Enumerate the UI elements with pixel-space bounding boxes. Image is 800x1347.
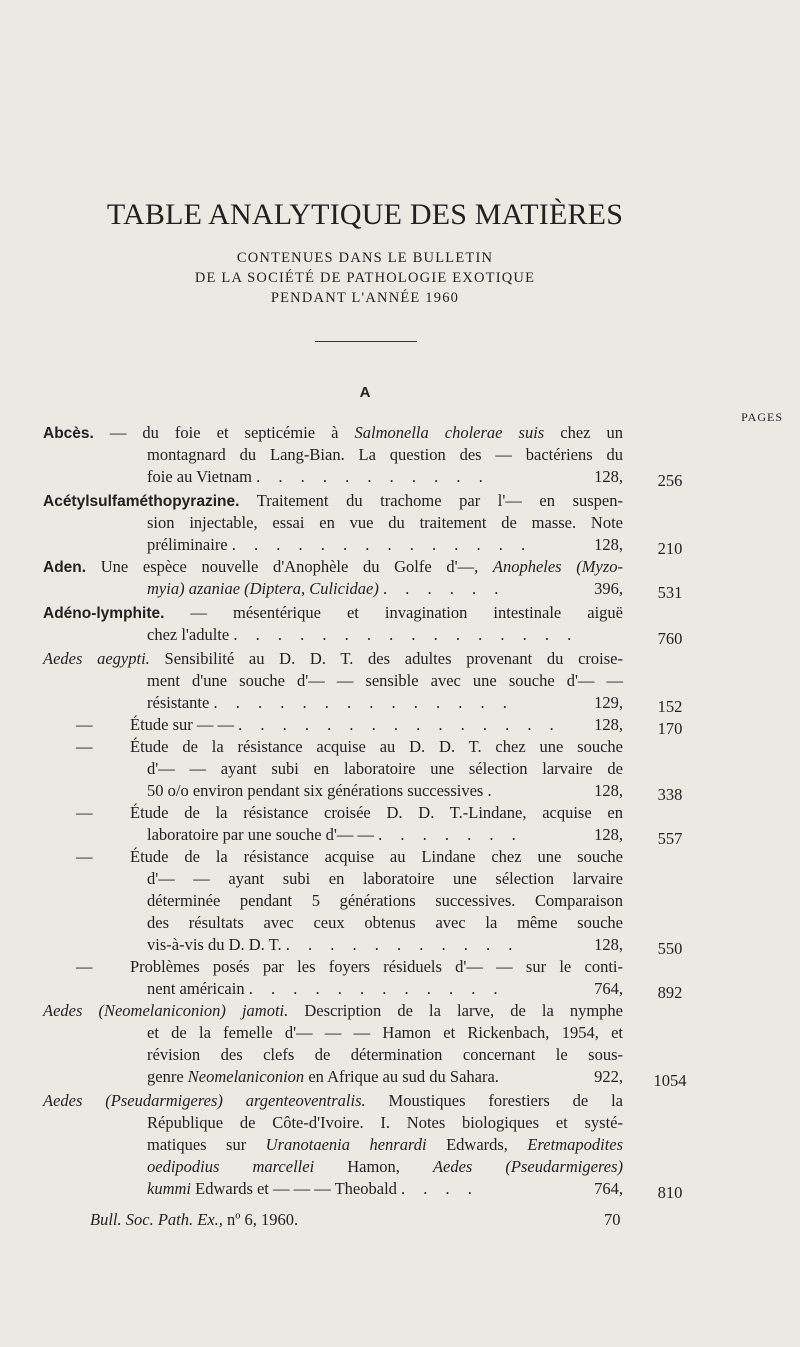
page-ref: 152: [657, 697, 683, 716]
footer-page-number: 70: [604, 1210, 621, 1229]
entry-heading: Acétylsulfaméthopyrazine.: [43, 493, 240, 510]
page-ref: 760: [657, 629, 683, 648]
page-ref: 256: [657, 471, 683, 490]
journal-issue: nº 6, 1960.: [227, 1210, 299, 1229]
title-divider: [315, 341, 417, 342]
ditto-dash: —: [76, 847, 93, 866]
entry-aegypti-line-2: ment d'une souche d'— — sensible avec une souche d'— —: [147, 671, 623, 690]
entry-sub4-line-1: Étude de la résistance acquise au Lindane chez une souche: [130, 847, 623, 866]
entry-sub4-line-2: d'— — ayant subi en laboratoire une sélection larvaire: [147, 869, 623, 888]
page-ref: 210: [657, 539, 683, 558]
page-ref: 550: [657, 939, 683, 958]
entry-sub2-line-3: 50 o/o environ pendant six générations successives . 128,: [147, 781, 623, 800]
entry-acetyl-line-1: Acétylsulfaméthopyrazine. Traitement du trachome par l'— en suspen-: [43, 491, 624, 510]
entry-aden-line-2: myia) azaniae (Diptera, Culicidae) . . . . . . 396,: [147, 579, 623, 598]
entry-aegypti-line-3: résistante . . . . . . . . . . . . . . 129,: [147, 693, 623, 712]
subtitle-line-1: CONTENUES DANS LE BULLETIN: [236, 250, 494, 266]
ditto-dash: —: [76, 715, 93, 734]
entry-abces-line-2: montagnard du Lang-Bian. La question des — bactériens du: [147, 445, 623, 464]
entry-heading: Aedes (Neomelaniconion) jamoti.: [43, 1001, 289, 1020]
entry-adeno-line-1: Adéno-lymphite. — mésentérique et invagination intestinale aiguë: [43, 603, 623, 622]
entry-sub4-line-4: des résultats avec ceux obtenus avec la même souche: [147, 913, 623, 932]
entry-sub2-line-2: d'— — ayant subi en laboratoire une sélection larvaire de: [147, 759, 623, 778]
ditto-dash: —: [76, 737, 93, 756]
entry-jamoti-line-2: et de la femelle d'— — — Hamon et Rickenbach, 1954, et: [147, 1023, 623, 1042]
entry-aden-line-1: Aden. Une espèce nouvelle d'Anophèle du Golfe d'—, Anopheles (Myzo-: [43, 557, 623, 576]
entry-heading: Aedes (Pseudarmigeres) argenteoventralis.: [43, 1091, 366, 1110]
entry-argenteo-line-2: République de Côte-d'Ivoire. I. Notes biologiques et systé-: [147, 1113, 623, 1132]
page-ref: 531: [657, 583, 683, 602]
entry-argenteo-line-3: matiques sur Uranotaenia henrardi Edwards, Eretmapodites: [147, 1135, 624, 1154]
page-ref: 338: [657, 785, 683, 804]
journal-name: Bull. Soc. Path. Ex.,: [90, 1210, 223, 1229]
entry-sub2-line-1: Étude de la résistance acquise au D. D. T. chez une souche: [130, 737, 623, 756]
page-ref: 1054: [653, 1071, 687, 1090]
ditto-dash: —: [76, 957, 93, 976]
entry-sub3-line-2: laboratoire par une souche d'— — . . . . . . . 128,: [147, 825, 623, 844]
page-title: TABLE ANALYTIQUE DES MATIÈRES: [106, 198, 624, 231]
entry-heading: Adéno-lymphite.: [43, 605, 165, 622]
page-ref: 557: [657, 829, 683, 848]
entry-argenteo-line-4: oedipodius marcellei Hamon, Aedes (Pseudarmigeres): [147, 1157, 623, 1176]
entry-aegypti-line-1: Aedes aegypti. Sensibilité au D. D. T. des adultes provenant du croise-: [43, 649, 623, 668]
footer-citation: [90, 1209, 298, 1231]
entry-heading: Aedes aegypti.: [43, 649, 150, 668]
entry-acetyl-line-2: sion injectable, essai en vue du traitement de masse. Note: [147, 513, 623, 532]
page-ref: 892: [657, 983, 683, 1002]
entry-sub5-line-1: Problèmes posés par les foyers résiduels d'— — sur le conti-: [130, 957, 623, 976]
entry-acetyl-line-3: préliminaire . . . . . . . . . . . . . . 128,: [147, 535, 623, 554]
entry-argenteo-line-5: kummi Edwards et — — — Theobald . . . . 764,: [147, 1179, 623, 1198]
ditto-dash: —: [76, 803, 93, 822]
entry-abces-line-1: Abcès. — du foie et septicémie à Salmonella cholerae suis chez un: [43, 423, 624, 442]
entry-sub4-line-5: vis-à-vis du D. D. T. . . . . . . . . . . . 128,: [147, 935, 623, 954]
entry-heading: Aden.: [43, 559, 87, 576]
entry-argenteo-line-1: Aedes (Pseudarmigeres) argenteoventralis. Moustiques forestiers de la: [43, 1091, 624, 1110]
entry-jamoti-line-1: Aedes (Neomelaniconion) jamoti. Description de la larve, de la nymphe: [43, 1001, 624, 1020]
entry-sub5-line-2: nent américain . . . . . . . . . . . . 764,: [147, 979, 623, 998]
entry-adeno-line-2: chez l'adulte . . . . . . . . . . . . . . . .: [147, 625, 579, 644]
entry-heading: Abcès.: [43, 425, 94, 442]
pages-column-label: PAGES: [741, 410, 783, 424]
entry-jamoti-line-4: genre Neomelaniconion en Afrique au sud du Sahara. 922,: [147, 1067, 623, 1086]
entry-sub4-line-3: déterminée pendant 5 générations successives. Comparaison: [147, 891, 623, 910]
page-ref: 810: [657, 1183, 683, 1202]
subtitle-line-2: DE LA SOCIÉTÉ DE PATHOLOGIE EXOTIQUE: [194, 270, 536, 286]
entry-sub3-line-1: Étude de la résistance croisée D. D. T.-Lindane, acquise en: [130, 803, 623, 822]
page-ref: 170: [657, 719, 683, 738]
subtitle-line-3: PENDANT L'ANNÉE 1960: [270, 290, 460, 306]
entry-jamoti-line-3: révision des clefs de détermination concernant le sous-: [147, 1045, 623, 1064]
entry-sub1-line-1: Étude sur — — . . . . . . . . . . . . . . . 128,: [130, 715, 623, 734]
entry-abces-line-3: foie au Vietnam . . . . . . . . . . . 128,: [147, 467, 623, 486]
section-letter: A: [359, 384, 371, 401]
